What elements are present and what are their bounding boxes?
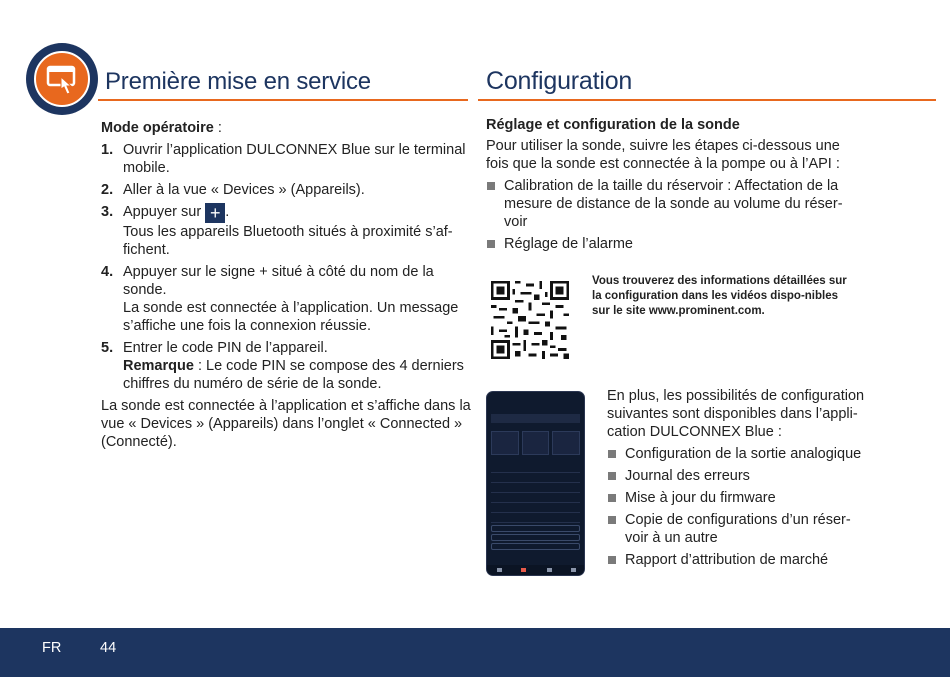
list-item: Journal des erreurs — [607, 467, 869, 485]
procedure-column — [101, 119, 471, 451]
section-subheading: Réglage et configuration de la sonde — [486, 117, 740, 133]
language-code: FR — [42, 640, 62, 656]
list-item: Calibration de la taille du réservoir : Affectation de la mesure de distance de la sonde au volume du réser-voir — [486, 177, 846, 231]
configuration-column — [486, 116, 846, 257]
page-title-right: Configuration — [486, 67, 633, 95]
plus-icon: + — [205, 203, 225, 223]
closing-paragraph: La sonde est connectée à l’application et s’affiche dans la vue « Devices » (Appareils) dans l’onglet « Connected » (Connecté). — [101, 398, 471, 450]
list-item: 4. Appuyer sur le signe + situé à côté du nom de la sonde. La sonde est connectée à l’application. Un message s’affiche une fois la connexion réussie. — [101, 264, 459, 334]
list-item: 3. Appuyer sur + . Tous les appareils Bluetooth situés à proximité s’af-fichent. — [101, 203, 453, 258]
config-steps-list — [486, 177, 846, 253]
title-divider-right — [478, 99, 936, 101]
list-item: Rapport d’attribution de marché — [607, 551, 869, 569]
extra-intro-paragraph: En plus, les possibilités de configuration suivantes sont disponibles dans l’appli-cation DULCONNEX Blue : — [607, 388, 865, 440]
additional-options — [607, 387, 869, 573]
section-logo — [26, 43, 98, 115]
remark: Remarque : Le code PIN se compose des 4 derniers chiffres du numéro de série de la sonde. — [123, 358, 464, 392]
mode-heading: Mode opératoire : — [101, 120, 222, 136]
steps-list — [101, 141, 471, 393]
page-title-left: Première mise en service — [105, 68, 371, 95]
intro-paragraph: Pour utiliser la sonde, suivre les étapes ci-dessous une fois que la sonde est connectée à la pompe ou à l’API : — [486, 138, 840, 172]
video-info-note: Vous trouverez des informations détaillées sur la configuration dans les vidéos dispo-nibles sur le site www.prominent.com. — [592, 275, 847, 317]
app-screenshot — [486, 391, 585, 576]
title-divider-left — [98, 99, 468, 101]
qr-code — [491, 281, 569, 359]
list-item: Configuration de la sortie analogique — [607, 445, 869, 463]
list-item: 5. Entrer le code PIN de l’appareil. Remarque : Le code PIN se compose des 4 derniers chiffres du numéro de série de la sonde. — [101, 339, 471, 393]
list-item: Copie de configurations d’un réser-voir à un autre — [607, 511, 869, 547]
touch-screen-icon — [34, 51, 90, 107]
list-item: Mise à jour du firmware — [607, 489, 869, 507]
list-item: Réglage de l’alarme — [486, 235, 846, 253]
page-number: 44 — [100, 640, 117, 656]
list-item: 1. Ouvrir l’application DULCONNEX Blue sur le terminal mobile. — [101, 142, 466, 176]
extra-options-list — [607, 445, 869, 569]
page-footer — [0, 628, 950, 677]
list-item: 2. Aller à la vue « Devices » (Appareils). — [101, 182, 365, 198]
